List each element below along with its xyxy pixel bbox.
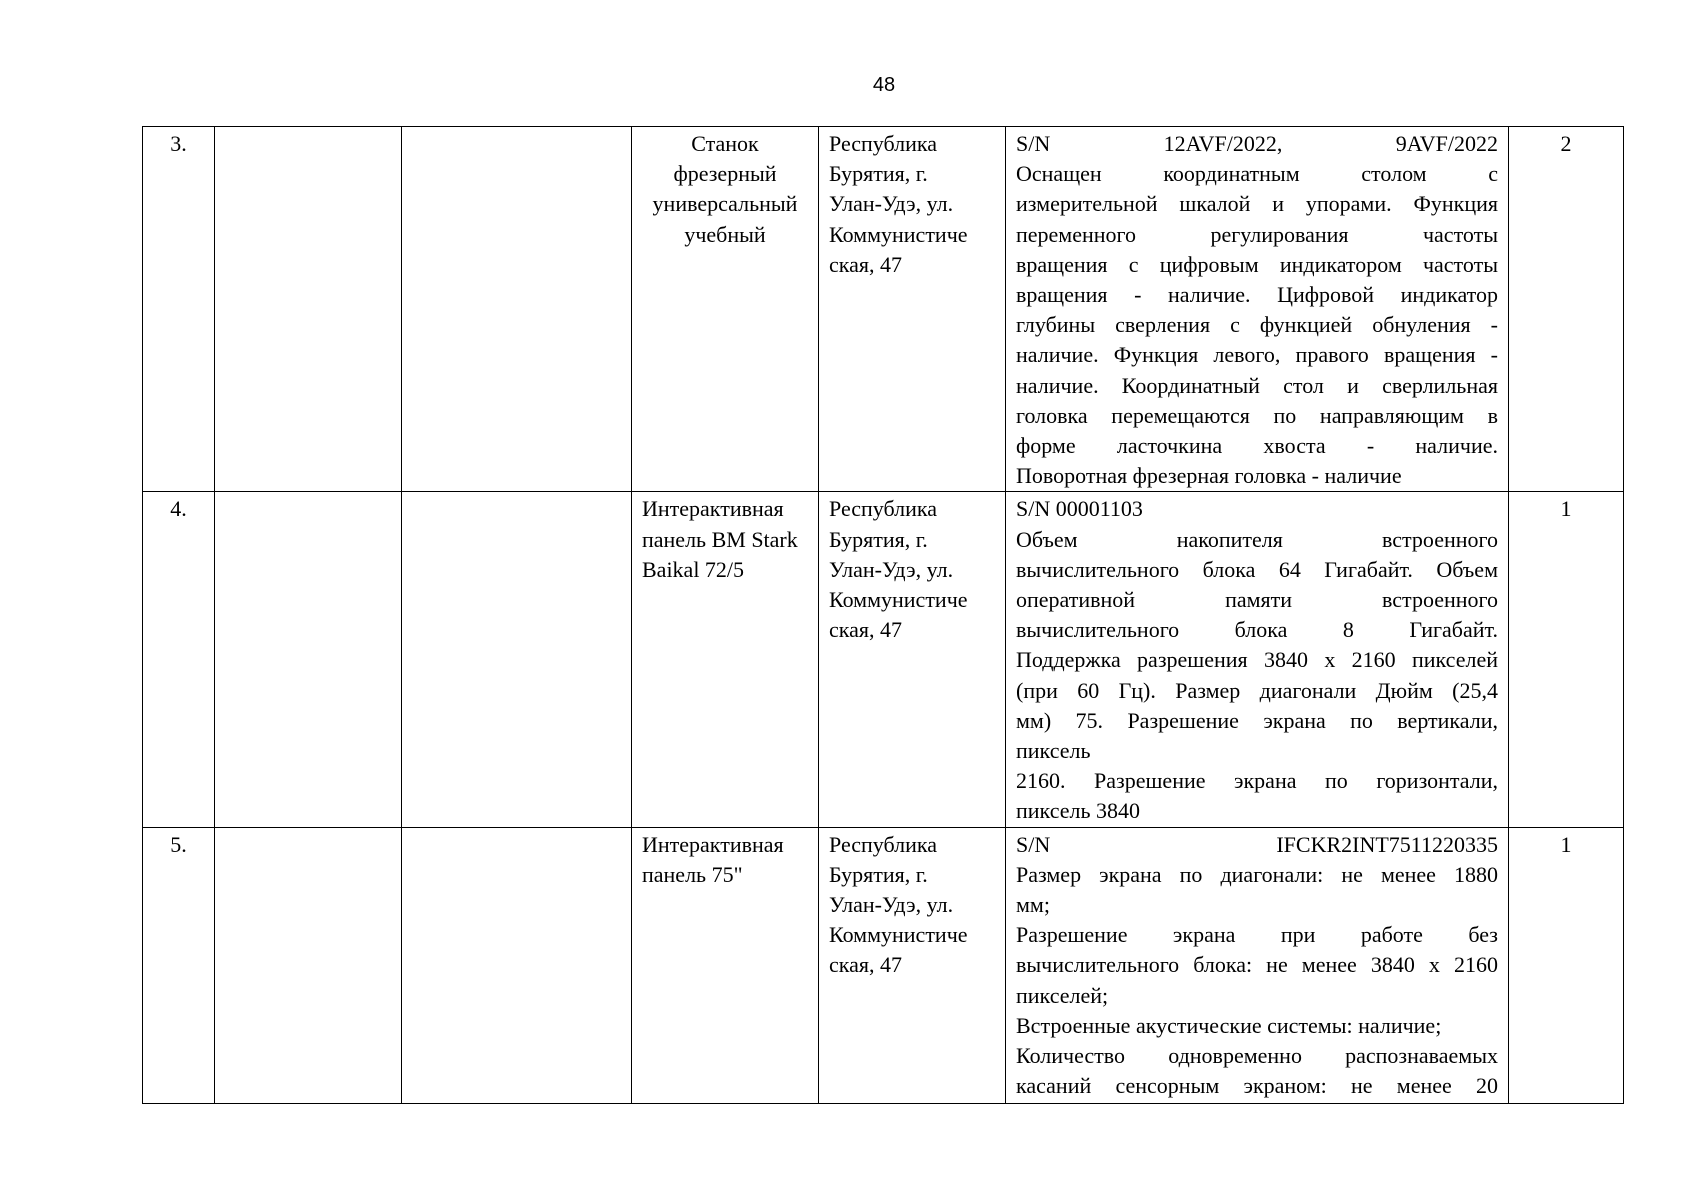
address-cell [819, 827, 1006, 1103]
equipment-name-cell: Интерактивная панель BM Stark Baikal 72/5 [632, 492, 819, 827]
table-row [143, 127, 1624, 492]
address-line: Республика [829, 831, 938, 857]
spec-line: вычислительного блока: не менее 3840 x 2160 [1016, 952, 1498, 978]
spec-line: (при 60 Гц). Размер диагонали Дюйм (25,4 [1016, 677, 1498, 703]
spec-line: S/N 00001103 [1016, 496, 1143, 522]
row-number-cell: 5. [143, 827, 215, 1103]
spec-line: S/N IFCKR2INT7511220335 [1016, 831, 1498, 857]
spec-line: Объем накопителя встроенного [1016, 526, 1498, 552]
equipment-name-cell: Интерактивная панель 75" [632, 827, 819, 1103]
empty-cell [402, 127, 632, 492]
address-line: Бурятия, г. [829, 526, 928, 552]
spec-line: мм) 75. Разрешение экрана по вертикали, [1016, 707, 1498, 733]
spec-line: касаний сенсорным экраном: не менее 20 [1016, 1073, 1498, 1099]
address-line: ская, 47 [829, 952, 903, 978]
table-row [143, 492, 1624, 827]
specification-cell [1006, 827, 1509, 1103]
address-cell [819, 127, 1006, 492]
address-line: Республика [829, 496, 938, 522]
address-line: Коммунистиче [829, 221, 968, 247]
address-line: Бурятия, г. [829, 861, 928, 887]
spec-line: головка перемещаются по направляющим в [1016, 402, 1498, 428]
equipment-table [142, 126, 1624, 1104]
address-line: Коммунистиче [829, 922, 968, 948]
spec-line: наличие. Функция левого, правого вращения - [1016, 342, 1498, 368]
spec-line: оперативной памяти встроенного [1016, 587, 1498, 613]
spec-line: глубины сверления с функцией обнуления - [1016, 312, 1498, 338]
address-cell [819, 492, 1006, 827]
empty-cell [215, 127, 402, 492]
spec-line: пиксель [1016, 738, 1091, 764]
empty-cell [402, 827, 632, 1103]
quantity-cell: 1 [1509, 492, 1624, 827]
spec-line: форме ласточкина хвоста - наличие. [1016, 433, 1498, 459]
address-line: Улан-Удэ, ул. [829, 191, 954, 217]
row-number-cell: 4. [143, 492, 215, 827]
specification-cell [1006, 127, 1509, 492]
spec-line: Оснащен координатным столом с [1016, 161, 1498, 187]
spec-line: вращения с цифровым индикатором частоты [1016, 251, 1498, 277]
spec-line: наличие. Координатный стол и сверлильная [1016, 372, 1498, 398]
empty-cell [215, 492, 402, 827]
table-row [143, 827, 1624, 1103]
spec-line: пикселей; [1016, 982, 1109, 1008]
spec-line: пиксель 3840 [1016, 798, 1140, 824]
spec-line: Встроенные акустические системы: наличие; [1016, 1012, 1442, 1038]
specification-cell [1006, 492, 1509, 827]
spec-line: вращения - наличие. Цифровой индикатор [1016, 282, 1498, 308]
address-line: ская, 47 [829, 617, 903, 643]
spec-line: вычислительного блока 8 Гигабайт. [1016, 617, 1498, 643]
spec-line: Разрешение экрана при работе без [1016, 922, 1498, 948]
page-number: 48 [872, 74, 896, 96]
spec-line: измерительной шкалой и упорами. Функция [1016, 191, 1498, 217]
spec-line: S/N 12AVF/2022, 9AVF/2022 [1016, 131, 1498, 156]
address-line: Улан-Удэ, ул. [829, 892, 954, 918]
address-line: Республика [829, 131, 938, 156]
empty-cell [215, 827, 402, 1103]
spec-line: Количество одновременно распознаваемых [1016, 1043, 1498, 1069]
address-line: Улан-Удэ, ул. [829, 556, 954, 582]
spec-line: вычислительного блока 64 Гигабайт. Объем [1016, 556, 1498, 582]
spec-line: переменного регулирования частоты [1016, 221, 1498, 247]
quantity-cell: 2 [1509, 127, 1624, 492]
row-number-cell: 3. [143, 127, 215, 492]
spec-line: мм; [1016, 892, 1050, 918]
address-line: Бурятия, г. [829, 161, 928, 187]
spec-line: 2160. Разрешение экрана по горизонтали, [1016, 768, 1498, 794]
spec-line: Поддержка разрешения 3840 x 2160 пикселей [1016, 647, 1498, 673]
address-line: Коммунистиче [829, 587, 968, 613]
equipment-name-cell: Станок фрезерный универсальный учебный [632, 127, 819, 492]
spec-line: Поворотная фрезерная головка - наличие [1016, 463, 1402, 489]
quantity-cell: 1 [1509, 827, 1624, 1103]
spec-line: Размер экрана по диагонали: не менее 1880 [1016, 861, 1498, 887]
address-line: ская, 47 [829, 251, 903, 277]
empty-cell [402, 492, 632, 827]
